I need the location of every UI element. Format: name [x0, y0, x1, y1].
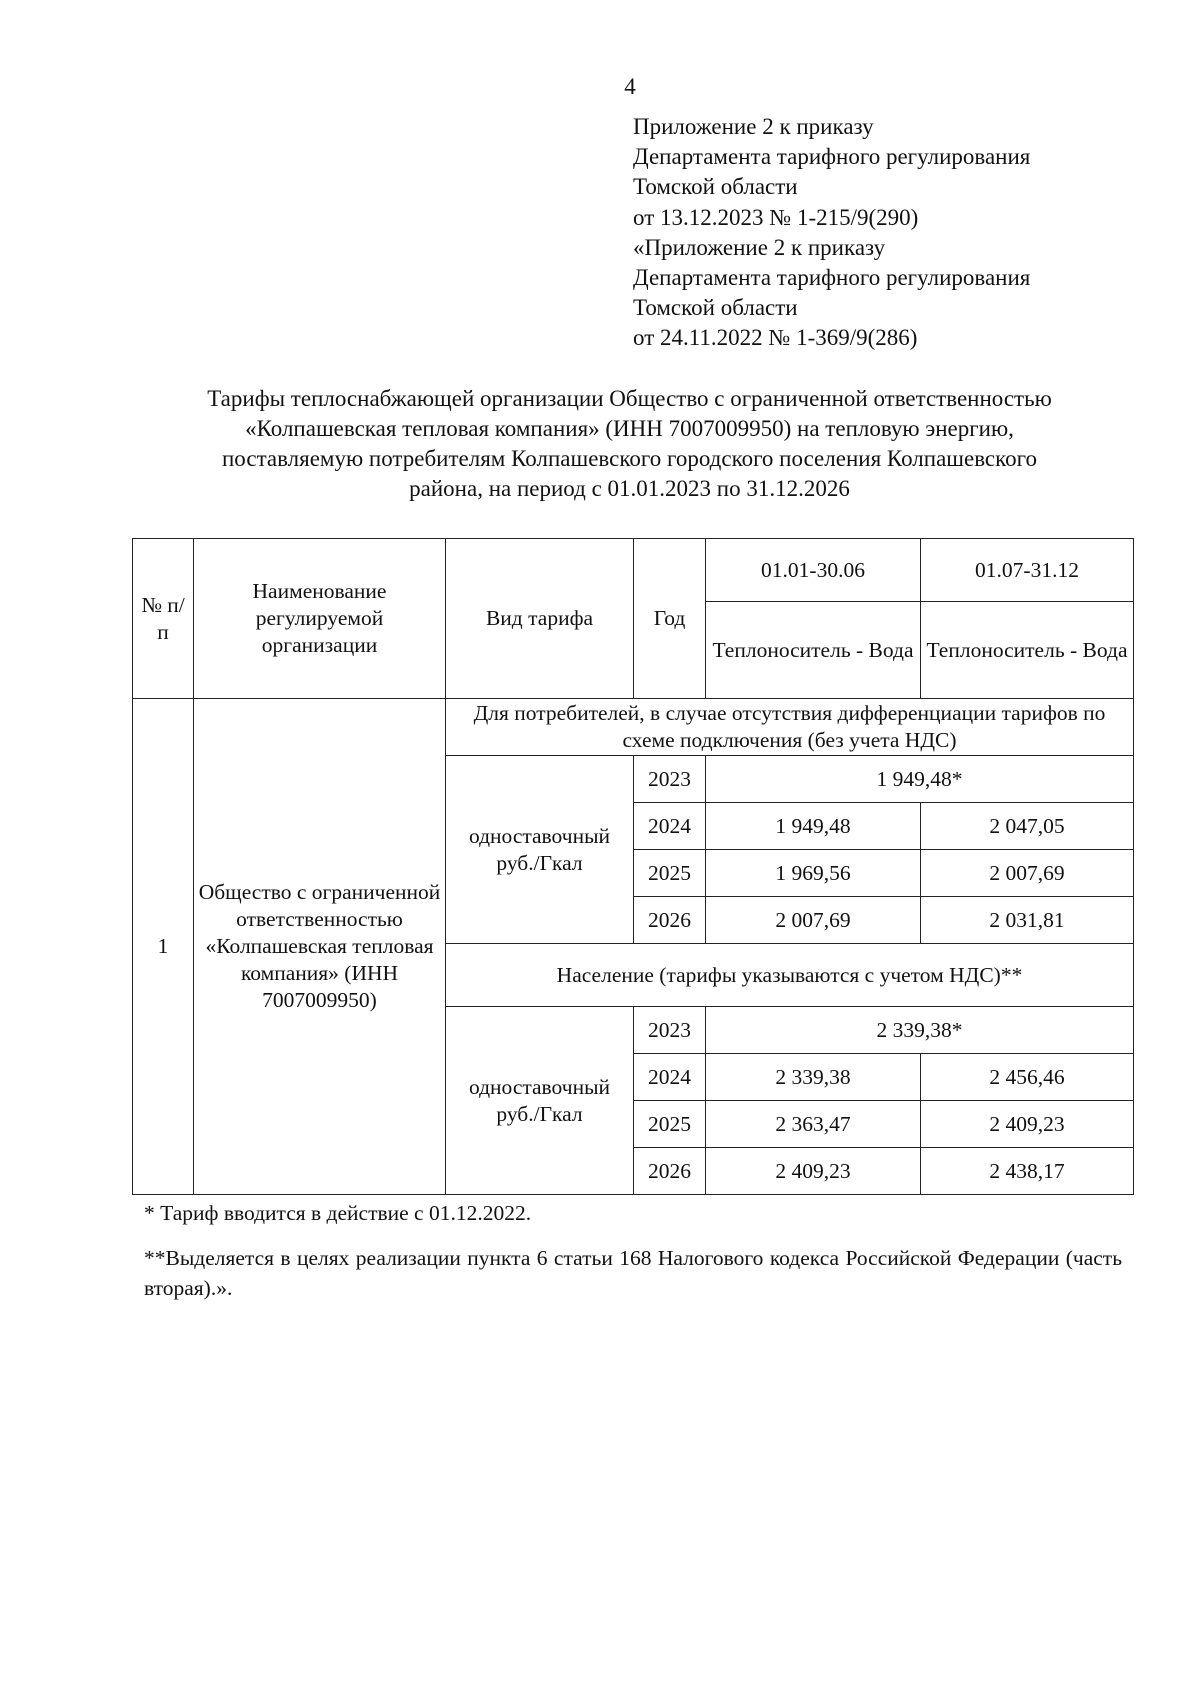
tariff-value: 2 409,23	[921, 1101, 1134, 1148]
section-heading: Население (тарифы указываются с учетом НДС)**	[446, 944, 1134, 1007]
tariff-value-merged: 2 339,38*	[706, 1007, 1134, 1054]
tariff-value: 1 949,48	[706, 803, 921, 850]
appendix-line: Томской области	[633, 174, 798, 200]
appendix-line: от 24.11.2022 № 1-369/9(286)	[633, 325, 918, 351]
header-year: Год	[634, 539, 706, 699]
year-cell: 2024	[634, 803, 706, 850]
header-row	[133, 539, 1134, 602]
header-num: № п/п	[133, 539, 194, 699]
tariff-value: 2 007,69	[921, 850, 1134, 897]
header-carrier-2: Теплоноситель - Вода	[921, 602, 1134, 699]
appendix-line: Приложение 2 к приказу	[633, 114, 874, 139]
tariff-value: 2 339,38	[706, 1054, 921, 1101]
year-cell: 2026	[634, 897, 706, 944]
section-heading-row	[133, 699, 1134, 756]
header-carrier-1: Теплоноситель - Вода	[706, 602, 921, 699]
tariff-type-cell: одноставочный руб./Гкал	[446, 1007, 634, 1195]
tariff-value: 2 456,46	[921, 1054, 1134, 1101]
section-heading: Для потребителей, в случае отсутствия дифференциации тарифов по схеме подключения (без учета НДС)	[446, 699, 1134, 756]
row-number: 1	[133, 699, 194, 1195]
tariff-table	[132, 538, 1134, 1195]
appendix-reference	[633, 112, 1030, 354]
year-cell: 2025	[634, 1101, 706, 1148]
title-line: поставляемую потребителям Колпашевского городского поселения Колпашевского	[221, 446, 1038, 471]
header-org: Наименование регулируемой организации	[194, 539, 446, 699]
header-period-2: 01.07-31.12	[921, 539, 1134, 602]
year-cell: 2024	[634, 1054, 706, 1101]
tariff-type-cell: одноставочный руб./Гкал	[446, 756, 634, 944]
tariff-value: 2 007,69	[706, 897, 921, 944]
appendix-line: от 13.12.2023 № 1-215/9(290)	[633, 204, 919, 230]
year-cell: 2023	[634, 756, 706, 803]
tariff-value: 2 438,17	[921, 1148, 1134, 1195]
appendix-line: Департамента тарифного регулирования	[633, 144, 1031, 170]
title-line: «Колпашевская тепловая компания» (ИНН 7007009950) на тепловую энергию,	[245, 416, 1014, 441]
year-cell: 2026	[634, 1148, 706, 1195]
document-title	[132, 384, 1127, 504]
header-tariff-type: Вид тарифа	[446, 539, 634, 699]
header-period-1: 01.01-30.06	[706, 539, 921, 602]
year-cell: 2025	[634, 850, 706, 897]
tariff-value: 2 031,81	[921, 897, 1134, 944]
title-line: района, на период с 01.01.2023 по 31.12.2026	[409, 476, 850, 501]
page-number: 4	[624, 74, 636, 99]
footnote-2: **Выделяется в целях реализации пункта 6 статьи 168 Налогового кодекса Российской Федерации (часть вторая).».	[144, 1246, 1122, 1300]
appendix-line: «Приложение 2 к приказу	[633, 234, 886, 260]
footnote-1: * Тариф вводится в действие с 01.12.2022.	[144, 1201, 532, 1225]
appendix-line: Департамента тарифного регулирования	[633, 265, 1031, 291]
appendix-line: Томской области	[633, 295, 798, 321]
year-cell: 2023	[634, 1007, 706, 1054]
organization-name: Общество с ограниченной ответственностью «Колпашевская тепловая компания» (ИНН 7007009950)	[194, 699, 446, 1195]
title-line: Тарифы теплоснабжающей организации Общество с ограниченной ответственностью	[207, 386, 1052, 411]
tariff-value-merged: 1 949,48*	[706, 756, 1134, 803]
tariff-value: 2 409,23	[706, 1148, 921, 1195]
tariff-value: 1 969,56	[706, 850, 921, 897]
footnotes	[144, 1198, 1122, 1303]
tariff-value: 2 047,05	[921, 803, 1134, 850]
tariff-value: 2 363,47	[706, 1101, 921, 1148]
